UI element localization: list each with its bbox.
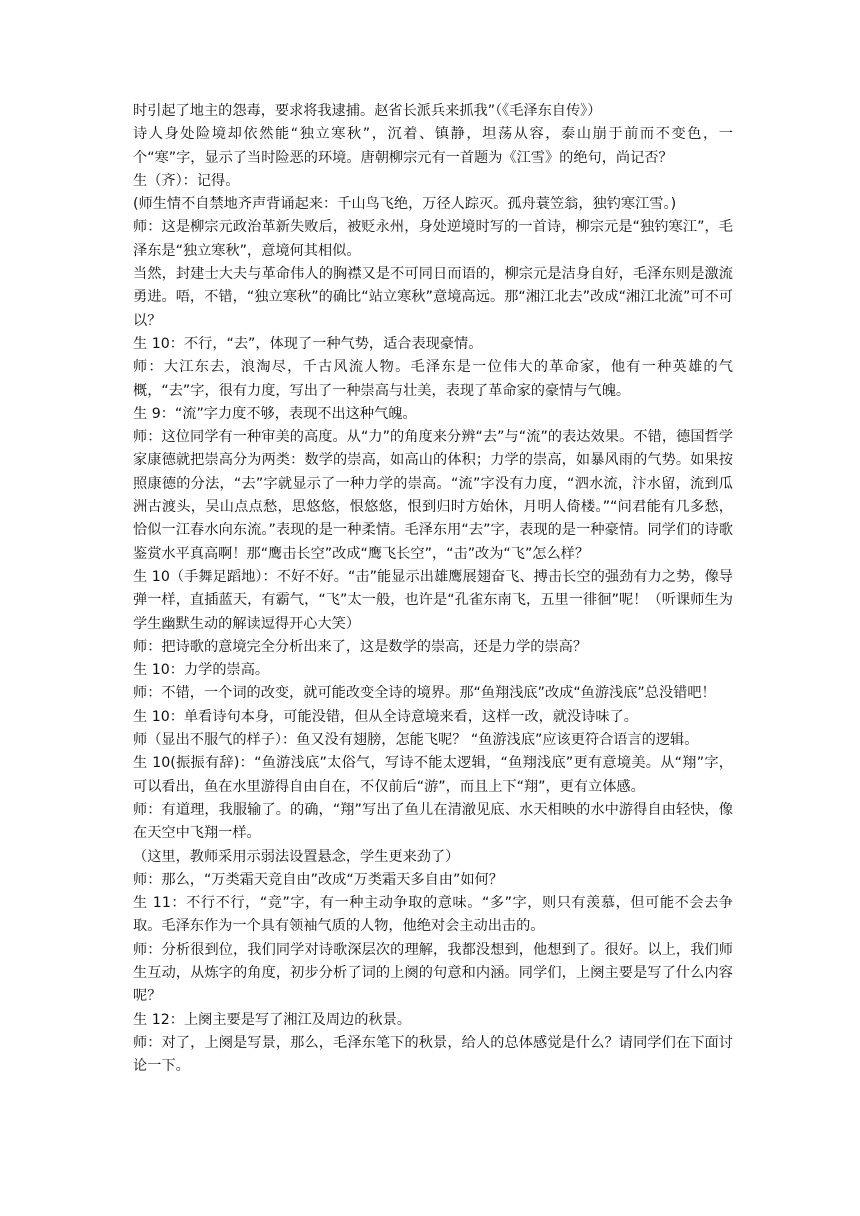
paragraph-17: 生 10(振振有辞)：“鱼游浅底”太俗气，写诗不能太逻辑，“鱼翔浅底”更有意境美。从“翔”字，可以看出，鱼在水里游得自由自在，不仅前后“游”，而且上下“翔”，更有立体感。 bbox=[133, 755, 733, 795]
paragraph-24: 师：对了，上阕是写景，那么，毛泽东笔下的秋景，给人的总体感觉是什么？请同学们在下面讨论一下。 bbox=[133, 1034, 733, 1075]
paragraph-6: 当然，封建士大夫与革命伟人的胸襟又是不可同日而语的，柳宗元是洁身自好，毛泽东则是激流勇进。唔，不错，“独立寒秋”的确比“站立寒秋”意境高远。那“湘江北去”改成“湘江北流”可不可以？ bbox=[133, 266, 733, 329]
paragraph-13: 生 10：力学的崇高。 bbox=[133, 662, 270, 679]
paragraph-15: 生 10：单看诗句本身，可能没错，但从全诗意境来看，这样一改，就没诗味了。 bbox=[133, 708, 638, 725]
paragraph-12: 师：把诗歌的意境完全分析出来了，这是数学的崇高，还是力学的崇高？ bbox=[133, 638, 588, 655]
paragraph-21: 生 11：不行不行，“竞”字，有一种主动争取的意味。“多”字，则只有羡慕，但可能不会去争取。毛泽东作为一个具有领袖气质的人物，他绝对会主动出击的。 bbox=[133, 895, 733, 935]
paragraph-14: 师：不错，一个词的改变，就可能改变全诗的境界。那“鱼翔浅底”改成“鱼游浅底”总没错吧！ bbox=[133, 685, 716, 702]
paragraph-2: 诗人身处险境却依然能“独立寒秋”，沉着、镇静，坦荡从容，泰山崩于前而不变色，一个“寒”字，显示了当时险恶的环境。唐朝柳宗元有一首题为《江雪》的绝句，尚记否？ bbox=[133, 126, 733, 166]
paragraph-10: 师：这位同学有一种审美的高度。从“力”的角度来分辨“去”与“流”的表达效果。不错，德国哲学家康德就把崇高分为两类：数学的崇高，如高山的体积；力学的崇高，如暴风雨的气势。如果按照康德的分法，“去”字就显示了一种力学的崇高。“流”字没有力度，“泗水流，汴水留，流到瓜洲古渡头，吴山点点愁，思悠悠，恨悠悠，恨到归时方始休，月明人倚楼。”“问君能有几多愁，恰似一江春水向东流。”表现的是一种柔情。毛泽东用“去”字，表现的是一种豪情。同学们的诗歌鉴赏水平真高啊！那“鹰击长空”改成“鹰飞长空”，“击”改为“飞”怎么样？ bbox=[133, 429, 733, 562]
paragraph-1: 时引起了地主的怨毒，要求将我逮捕。赵省长派兵来抓我”（《毛泽东自传》） bbox=[133, 103, 602, 119]
paragraph-8: 师：大江东去，浪淘尽，千古风流人物。毛泽东是一位伟大的革命家，他有一种英雄的气概，“去”字，很有力度，写出了一种崇高与壮美，表现了革命家的豪情与气魄。 bbox=[133, 359, 733, 399]
paragraph-4: (师生情不自禁地齐声背诵起来：千山鸟飞绝，万径人踪灭。孤舟蓑笠翁，独钓寒江雪。) bbox=[133, 196, 677, 213]
paragraph-18: 师：有道理，我服输了。的确，“翔”写出了鱼儿在清澈见底、水天相映的水中游得自由轻快，像在天空中飞翔一样。 bbox=[133, 801, 733, 842]
paragraph-20: 师：那么，“万类霜天竞自由”改成“万类霜天多自由”如何？ bbox=[133, 871, 503, 888]
paragraph-9: 生 9：“流”字力度不够，表现不出这种气魄。 bbox=[133, 405, 417, 422]
paragraph-19: （这里，教师采用示弱法设置悬念，学生更来劲了） bbox=[133, 848, 460, 865]
paragraph-7: 生 10：不行，“去”，体现了一种气势，适合表现豪情。 bbox=[133, 335, 483, 352]
paragraph-3: 生（齐）：记得。 bbox=[133, 172, 240, 189]
document-page bbox=[133, 100, 733, 1078]
paragraph-22: 师：分析很到位，我们同学对诗歌深层次的理解，我都没想到，他想到了。很好。以上，我们师生互动，从炼字的角度，初步分析了词的上阕的句意和内涵。同学们，上阕主要是写了什么内容呢？ bbox=[133, 941, 733, 1005]
paragraph-23: 生 12：上阕主要是写了湘江及周边的秋景。 bbox=[133, 1011, 411, 1028]
paragraph-5: 师：这是柳宗元政治革新失败后，被贬永州，身处逆境时写的一首诗，柳宗元是“独钓寒江”，毛泽东是“独立寒秋”，意境何其相似。 bbox=[133, 219, 733, 259]
paragraph-11: 生 10（手舞足蹈地）：不好不好。“击”能显示出雄鹰展翅奋飞、搏击长空的强劲有力之势，像导弹一样，直插蓝天，有霸气，“飞”太一般，也许是“孔雀东南飞，五里一徘徊”呢！（听课师生为学生幽默生动的解读逗得开心大笑） bbox=[133, 568, 733, 632]
paragraph-16: 师（显出不服气的样子）：鱼又没有翅膀，怎能飞呢？ “鱼游浅底”应该更符合语言的逻辑。 bbox=[133, 732, 699, 749]
